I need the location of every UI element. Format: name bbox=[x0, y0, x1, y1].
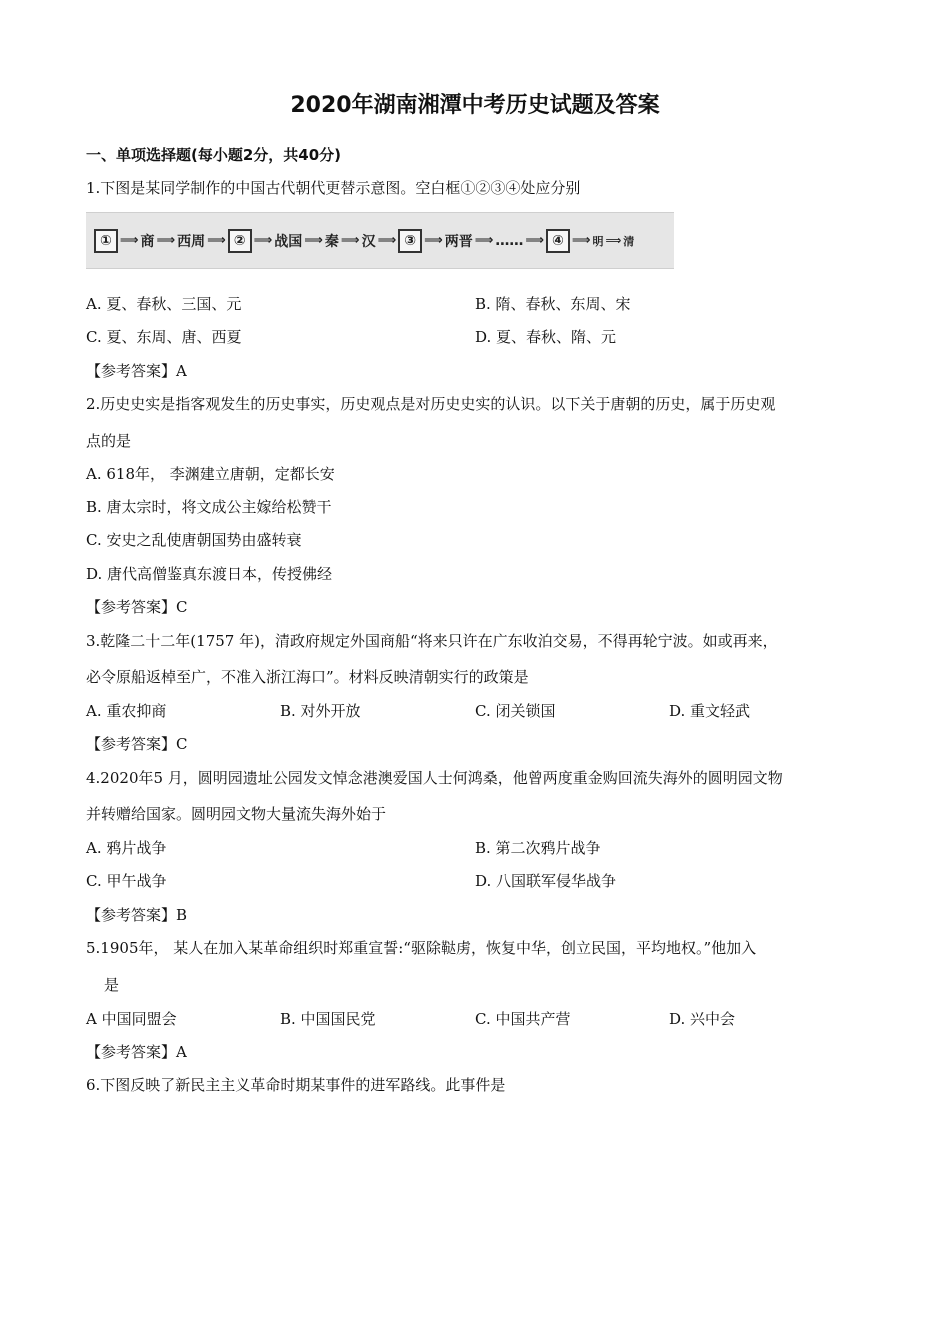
arrow-icon: ⟹ bbox=[119, 233, 139, 248]
question-2-stem-line2: 点的是 bbox=[86, 432, 132, 450]
page-title: 2020年湖南湘潭中考历史试题及答案 bbox=[290, 93, 660, 118]
dynasty-xijin: 两晋 bbox=[444, 233, 473, 250]
q5-answer: 【参考答案】A bbox=[86, 1043, 187, 1061]
question-1-stem: 1.下图是某同学制作的中国古代朝代更替示意图。空白框①②③④处应分别 bbox=[86, 179, 581, 197]
arrow-icon: ⟹ bbox=[525, 233, 544, 248]
arrow-icon: ⟹ bbox=[304, 233, 323, 248]
q3-option-b: B. 对外开放 bbox=[280, 702, 361, 720]
section-heading: 一、单项选择题(每小题2分，共40分) bbox=[86, 146, 342, 164]
arrow-icon: ⟹ bbox=[340, 233, 360, 248]
arrow-icon: ⟹ bbox=[253, 233, 273, 248]
question-4-stem-line1: 4.2020年5 月，圆明园遗址公园发文悼念港澳爱国人士何鸿桑，他曾两度重金购回流失海外的圆明园文物 bbox=[86, 769, 783, 787]
q2-option-c: C. 安史之乱使唐朝国势由盛转衰 bbox=[86, 531, 302, 549]
q2-option-b: B. 唐太宗时，将文成公主嫁给松赞干 bbox=[86, 498, 332, 516]
q3-option-d: D. 重文轻武 bbox=[669, 702, 751, 720]
question-3-stem-line1: 3.乾隆二十二年(1757 年)，清政府规定外国商船“将来只许在广东收泊交易，不得再轮宁波。如或再来， bbox=[86, 632, 778, 650]
arrow-icon: ⟹ bbox=[605, 234, 622, 247]
q3-answer: 【参考答案】C bbox=[86, 735, 188, 753]
q4-option-b: B. 第二次鸦片战争 bbox=[475, 839, 601, 857]
q1-answer: 【参考答案】A bbox=[86, 362, 187, 380]
q5-option-d: D. 兴中会 bbox=[669, 1010, 736, 1028]
blank-box-3: ③ bbox=[398, 229, 422, 253]
q5-option-c: C. 中国共产营 bbox=[475, 1010, 571, 1028]
q4-answer: 【参考答案】B bbox=[86, 906, 188, 924]
dynasty-ming: 明 bbox=[592, 234, 604, 248]
dynasty-shang: 商 bbox=[140, 233, 155, 250]
blank-box-4: ④ bbox=[546, 229, 570, 253]
arrow-icon: ⟹ bbox=[207, 233, 226, 248]
q2-option-d: D. 唐代高僧鉴真东渡日本，传授佛经 bbox=[86, 565, 333, 583]
arrow-icon: ⟹ bbox=[156, 233, 176, 248]
dynasty-han: 汉 bbox=[361, 233, 376, 250]
q3-option-c: C. 闭关锁国 bbox=[475, 702, 556, 720]
blank-box-1: ① bbox=[94, 229, 118, 253]
question-5-stem-line2: 是 bbox=[104, 976, 120, 994]
question-5-stem-line1: 5.1905年， 某人在加入某革命组织时郑重宣誓:“驱除鞑虏，恢复中华，创立民国，平均地权。”他加入 bbox=[86, 939, 757, 957]
question-3-stem-line2: 必令原船返棹至广，不准入浙江海口”。材料反映清朝实行的政策是 bbox=[86, 668, 529, 686]
q1-option-a: A. 夏、春秋、三国、元 bbox=[86, 295, 242, 313]
question-6-stem: 6.下图反映了新民主主义革命时期某事件的进军路线。此事件是 bbox=[86, 1076, 506, 1094]
dynasty-qin: 秦 bbox=[324, 233, 339, 250]
q2-answer: 【参考答案】C bbox=[86, 598, 188, 616]
question-2-stem-line1: 2.历史史实是指客观发生的历史事实，历史观点是对历史史实的认识。以下关于唐朝的历史，属于历史观 bbox=[86, 395, 776, 413]
dynasty-xizhou: 西周 bbox=[177, 233, 206, 250]
ellipsis: …… bbox=[495, 232, 524, 249]
arrow-icon: ⟹ bbox=[571, 233, 591, 248]
q5-option-a: A 中国同盟会 bbox=[86, 1010, 177, 1028]
arrow-icon: ⟹ bbox=[474, 233, 494, 248]
question-4-stem-line2: 并转赠给国家。圆明园文物大量流失海外始于 bbox=[86, 805, 387, 823]
q1-option-d: D. 夏、春秋、隋、元 bbox=[475, 328, 617, 346]
dynasty-qing: 清 bbox=[623, 234, 635, 248]
q4-option-c: C. 甲午战争 bbox=[86, 872, 167, 890]
q4-option-d: D. 八国联军侵华战争 bbox=[475, 872, 617, 890]
q4-option-a: A. 鸦片战争 bbox=[86, 839, 167, 857]
arrow-icon: ⟹ bbox=[377, 233, 397, 248]
q5-option-b: B. 中国国民党 bbox=[280, 1010, 376, 1028]
arrow-icon: ⟹ bbox=[424, 233, 443, 248]
dynasty-flow-diagram bbox=[86, 212, 674, 269]
blank-box-2: ② bbox=[228, 229, 252, 253]
dynasty-zhanguo: 战国 bbox=[274, 233, 303, 250]
q2-option-a: A. 618年， 李渊建立唐朝，定都长安 bbox=[86, 465, 335, 483]
q3-option-a: A. 重农抑商 bbox=[86, 702, 167, 720]
q1-option-c: C. 夏、东周、唐、西夏 bbox=[86, 328, 242, 346]
q1-option-b: B. 隋、春秋、东周、宋 bbox=[475, 295, 631, 313]
